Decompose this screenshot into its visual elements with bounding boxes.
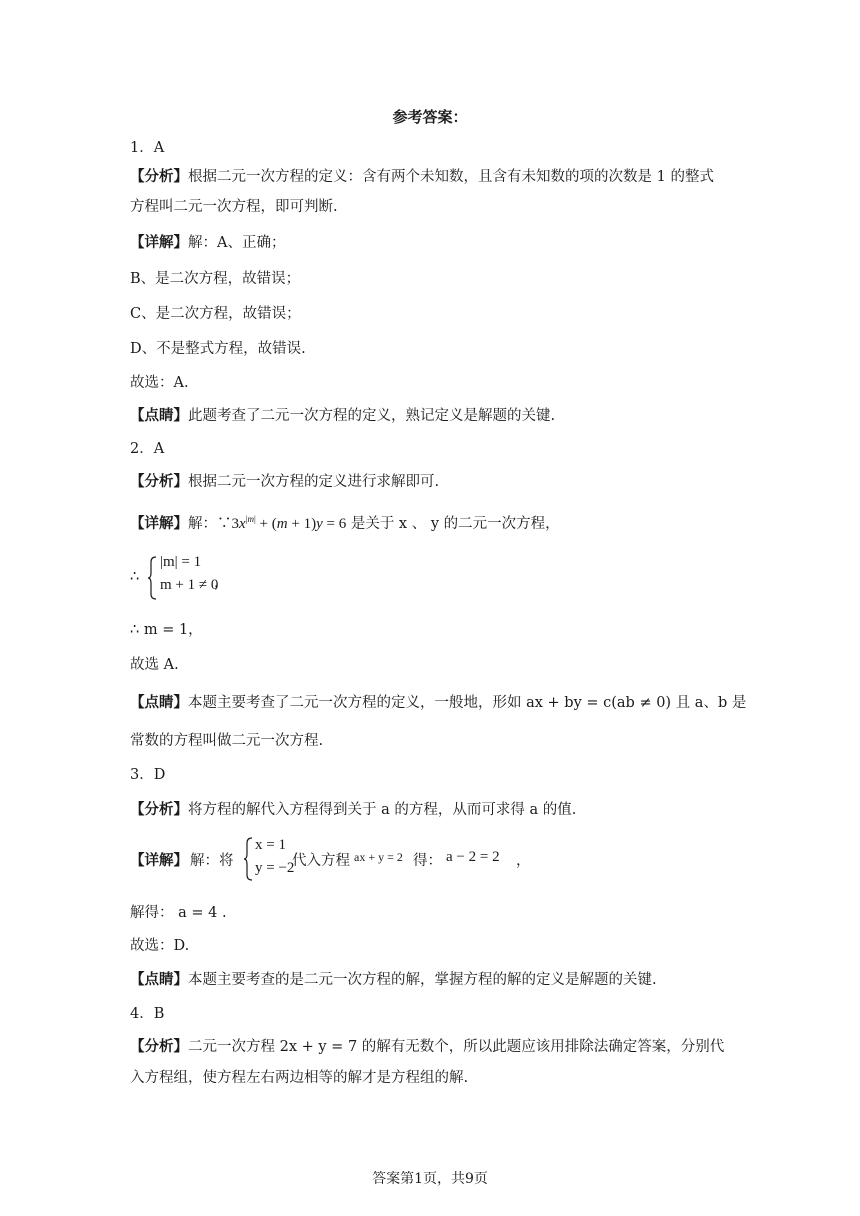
answer-3-analysis: [130, 799, 740, 821]
answer-4-header: 4．B: [130, 1006, 165, 1022]
answer-4-analysis: [130, 1036, 740, 1058]
answer-1-detail: [130, 232, 740, 254]
answer-2-comment: [130, 692, 747, 714]
system-eq-1: |m| = 1: [160, 554, 202, 570]
left-brace-icon: [147, 556, 157, 600]
answer-1-comment: [130, 405, 740, 427]
answer-3-detail: [130, 835, 550, 883]
answer-3-solve: 解得： a = 4 .: [130, 905, 227, 921]
answer-1-detail-c: C、是二次方程，故错误；: [130, 306, 301, 322]
detail-middle: 代入方程: [292, 853, 350, 869]
system-eq-2: m + 1 ≠ 0: [160, 577, 219, 593]
analysis-label: 【分析】: [130, 473, 188, 490]
detail-prefix: 解：∵: [188, 516, 232, 532]
answer-3-comment: [130, 969, 740, 991]
comment-text: 本题主要考查了二元一次方程的定义，一般地，形如 ax + by = c(ab ≠ 0) 且 a、b 是: [188, 695, 747, 711]
answer-1-detail-b: B、是二次方程，故错误；: [130, 271, 301, 287]
answer-1-choice: 故选：A.: [130, 375, 189, 391]
answer-4-analysis-cont: 入方程组，使方程左右两边相等的解才是方程组的解.: [130, 1070, 469, 1086]
answer-1-analysis-cont: 方程叫二元一次方程，即可判断.: [130, 199, 338, 215]
analysis-label: 【分析】: [130, 168, 188, 185]
detail-label: 【详解】: [130, 234, 188, 251]
analysis-text: 二元一次方程 2x + y = 7 的解有无数个，所以此题应该用排除法确定答案，分别代: [188, 1039, 725, 1055]
answer-2-result: ∴ m = 1，: [130, 622, 203, 638]
detail-suffix: 得：: [413, 853, 442, 869]
answer-2-detail: [130, 508, 740, 535]
analysis-text: 根据二元一次方程的定义：含有两个未知数，且含有未知数的项的次数是 1 的整式: [188, 169, 714, 185]
comment-text: 本题主要考查的是二元一次方程的解，掌握方程的解的定义是解题的关键.: [188, 972, 657, 988]
answer-1-analysis: [130, 166, 740, 188]
equation-inline: ax + y = 2: [354, 850, 403, 864]
comment-label: 【点睛】: [130, 407, 188, 424]
detail-prefix: 解：将: [190, 853, 234, 869]
detail-text: 解：A、正确；: [188, 235, 286, 251]
detail-end: ，: [516, 853, 531, 869]
page-footer: 答案第1页，共9页: [372, 1171, 488, 1187]
left-brace-icon: [243, 837, 253, 881]
analysis-label: 【分析】: [130, 801, 188, 818]
answer-1-header: 1．A: [130, 140, 165, 156]
page-title: 参考答案：: [392, 108, 468, 126]
system-eq-1: x = 1: [255, 837, 286, 853]
answer-2-choice: 故选 A.: [130, 657, 179, 673]
answer-2-analysis: [130, 471, 740, 493]
comment-label: 【点睛】: [130, 694, 188, 711]
analysis-label: 【分析】: [130, 1038, 188, 1055]
answer-1-detail-d: D、不是整式方程，故错误.: [130, 341, 306, 357]
answer-3-header: 3．D: [130, 767, 166, 783]
answer-3-choice: 故选：D.: [130, 938, 190, 954]
detail-result: a − 2 = 2: [446, 849, 500, 865]
answer-2-comment-cont: 常数的方程叫做二元一次方程.: [130, 733, 324, 749]
answer-2-header: 2．A: [130, 441, 165, 457]
system-comma: ，: [214, 575, 229, 591]
comment-label: 【点睛】: [130, 971, 188, 988]
therefore-symbol: ∴: [130, 569, 140, 585]
equation-formula: $3x^{|m|} + (m + 1)y = 6$: [231, 514, 347, 532]
answer-2-system: [130, 555, 330, 601]
detail-label: 【详解】: [130, 852, 188, 869]
detail-suffix: 是关于 x 、 y 的二元一次方程，: [346, 516, 560, 532]
analysis-text: 根据二元一次方程的定义进行求解即可.: [188, 474, 440, 490]
comment-text: 此题考查了二元一次方程的定义，熟记定义是解题的关键.: [188, 408, 556, 424]
system-eq-2: y = −2: [255, 860, 295, 876]
detail-label: 【详解】: [130, 515, 188, 532]
analysis-text: 将方程的解代入方程得到关于 a 的方程，从而可求得 a 的值.: [188, 802, 577, 818]
